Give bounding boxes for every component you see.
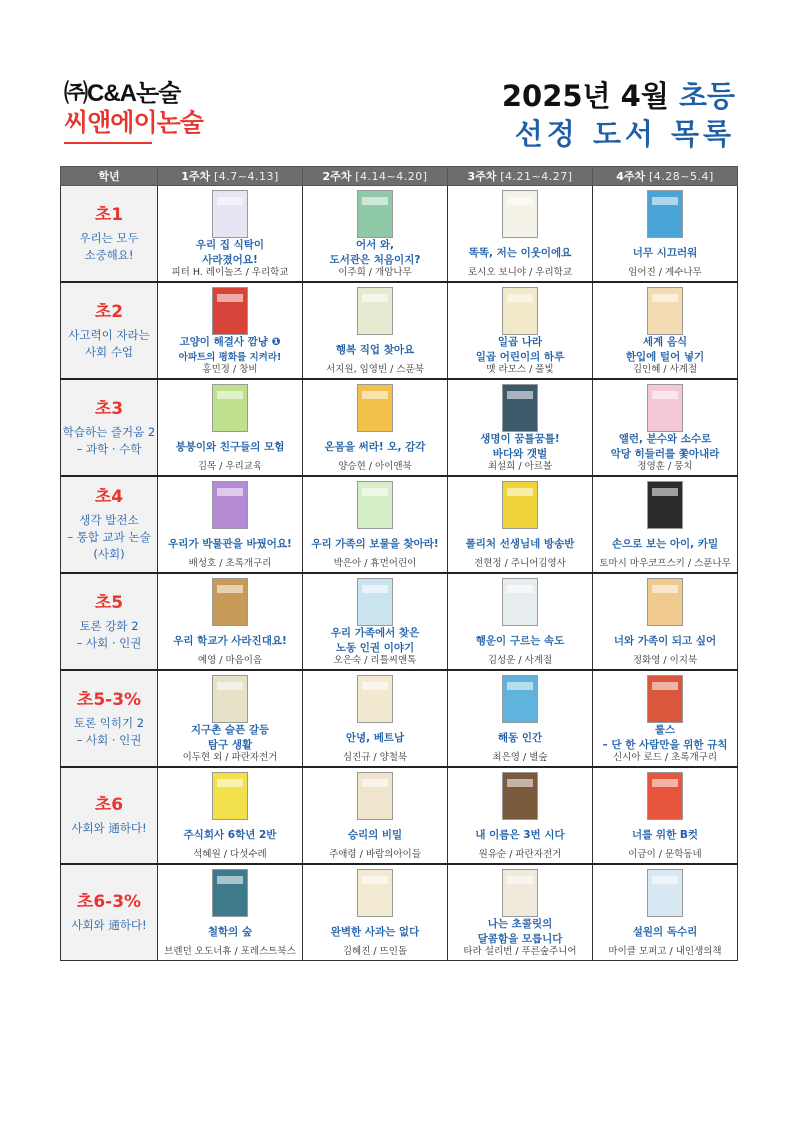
book-author-publisher: 신시아 로드 / 초록개구리	[612, 752, 718, 763]
book-title-line: 해동 인간	[497, 731, 543, 744]
book-cell	[158, 476, 303, 573]
book-author-publisher: 맷 라모스 / 풀빛	[486, 364, 554, 375]
book-title-line: 폴리처 선생님네 방송반	[465, 537, 575, 550]
grade-theme-line: 우리는 모두	[79, 230, 139, 245]
book-author-publisher: 주애령 / 바람의아이들	[329, 849, 421, 860]
grade-theme	[61, 618, 157, 652]
book-title-line: 지구촌 슬픈 갈등	[190, 724, 270, 736]
book-cover-image	[357, 481, 393, 529]
book-title-line: 세계 음식	[642, 336, 688, 348]
table-body	[61, 186, 738, 961]
book-cell	[593, 476, 738, 573]
book-cell	[593, 864, 738, 961]
header-week-3: 3주차 [4.21~4.27]	[448, 167, 593, 186]
book-author-publisher: 전현정 / 주니어김영사	[474, 558, 566, 569]
book-title-line: 붕붕이와 친구들의 모험	[175, 440, 285, 453]
grade-theme	[61, 230, 157, 264]
book-cover-image	[357, 869, 393, 917]
grade-cell	[61, 379, 158, 476]
book-cover-image	[502, 190, 538, 238]
book-title-line: 똑똑, 저는 이웃이에요	[468, 246, 572, 259]
book-cover-image	[502, 287, 538, 335]
book-cover-image	[502, 481, 538, 529]
grade-theme-line: – 과학 · 수학	[76, 441, 142, 456]
book-title-line: 아파트의 평화를 지켜라!	[178, 352, 282, 363]
book-title-line: 고양이 해결사 깜냥 ❶	[179, 336, 281, 348]
book-cover-image	[212, 578, 248, 626]
book-author-publisher: 토마시 마우코프스키 / 스푼나무	[599, 558, 731, 569]
grade-theme-line: 사회 수업	[84, 344, 134, 359]
book-cell	[593, 379, 738, 476]
grade-theme-line: 토론 강화 2	[79, 618, 139, 633]
grade-cell	[61, 573, 158, 670]
grade-name: 초1	[94, 204, 124, 225]
book-author-publisher: 심진규 / 양철북	[342, 752, 408, 763]
book-list-table	[60, 166, 738, 961]
book-title-line: 행복 직업 찾아요	[335, 343, 415, 356]
title-subtitle: 선정 도서 목록	[514, 117, 735, 151]
book-cover-image	[212, 481, 248, 529]
book-author-publisher: 박은아 / 휴먼어린이	[333, 558, 417, 569]
book-cell	[158, 282, 303, 379]
book-title-line: 우리 가족의 보물을 찾아라!	[311, 537, 439, 550]
book-cover-image	[212, 384, 248, 432]
book-cell	[593, 573, 738, 670]
book-author-publisher: 마이클 모퍼고 / 내인생의책	[608, 946, 722, 957]
grade-theme-line: – 사회 · 인권	[76, 635, 142, 650]
grade-name: 초2	[94, 301, 124, 322]
book-author-publisher: 이금이 / 문학동네	[628, 849, 702, 860]
book-author-publisher: 예영 / 마음이음	[197, 655, 263, 666]
book-cell	[448, 767, 593, 864]
grade-theme	[61, 424, 157, 458]
book-author-publisher: 김인혜 / 사계절	[632, 364, 698, 375]
grade-theme-line: 사회와 通하다!	[71, 918, 147, 932]
book-title-line: 승리의 비밀	[347, 828, 403, 841]
book-cell	[593, 282, 738, 379]
book-title-line: 사라졌어요!	[202, 254, 258, 266]
book-title-line: 노동 인권 이야기	[335, 642, 415, 654]
book-cell	[448, 282, 593, 379]
book-title-line: 안녕, 베트남	[345, 731, 405, 744]
book-title-line: 도서관은 처음이지?	[329, 254, 421, 266]
grade-theme-line: 토론 익히기 2	[73, 715, 145, 730]
book-cell	[158, 670, 303, 767]
book-cover-image	[647, 675, 683, 723]
book-author-publisher: 정화영 / 이지북	[632, 655, 698, 666]
book-cell	[448, 186, 593, 283]
book-title-line: 어서 와,	[355, 239, 395, 251]
table-row	[61, 282, 738, 379]
book-cover-image	[357, 190, 393, 238]
book-title-line: 우리 집 식탁이	[195, 239, 265, 251]
grade-cell	[61, 186, 158, 283]
book-title-line: 일곱 어린이의 하루	[475, 351, 565, 363]
book-cover-image	[357, 287, 393, 335]
book-cover-image	[647, 287, 683, 335]
book-title-line: 일곱 나라	[497, 336, 543, 348]
book-author-publisher: 오은숙 / 리틀씨앤톡	[333, 655, 417, 666]
grade-theme-line: 사회와 通하다!	[71, 821, 147, 835]
book-author-publisher: 양승현 / 아이앤북	[338, 461, 412, 472]
book-cover-image	[502, 384, 538, 432]
book-title-line: 온몸을 써라! 오, 감각	[324, 440, 426, 453]
book-cover-image	[502, 772, 538, 820]
book-title-line: 설원의 독수리	[632, 925, 698, 938]
book-title-line: 한입에 털어 넣기	[625, 351, 705, 363]
grade-name: 초5-3%	[76, 689, 142, 710]
book-title-line: 생명이 꿈틀꿈틀!	[480, 433, 560, 445]
grade-name: 초3	[94, 398, 124, 419]
book-cover-image	[212, 190, 248, 238]
logo-bottom-text: 씨앤에이논술	[64, 109, 203, 137]
grade-theme	[61, 715, 157, 749]
book-cover-image	[357, 384, 393, 432]
book-cover-image	[647, 190, 683, 238]
book-author-publisher: 브렌던 오도너휴 / 포레스트북스	[164, 946, 296, 957]
grade-theme-line: – 통합 교과 논술	[67, 530, 151, 544]
book-title-line: 우리 가족에서 찾은	[330, 627, 420, 639]
book-title-line: 달콤함을 모릅니다	[477, 933, 563, 945]
book-author-publisher: 배성호 / 초록개구리	[188, 558, 272, 569]
book-cell	[593, 670, 738, 767]
grade-cell	[61, 282, 158, 379]
book-cell	[303, 186, 448, 283]
book-author-publisher: 타라 설리번 / 푸른숲주니어	[463, 946, 577, 957]
book-cover-image	[212, 287, 248, 335]
grade-theme-line: 생각 발전소	[79, 513, 139, 527]
grade-theme-line: 사고력이 자라는	[68, 327, 150, 342]
book-title-line: 바다와 갯벌	[492, 448, 548, 460]
header-week-4: 4주차 [4.28~5.4]	[593, 167, 738, 186]
book-author-publisher: 원유순 / 파란자전거	[478, 849, 562, 860]
book-cover-image	[647, 578, 683, 626]
book-cell	[593, 186, 738, 283]
book-author-publisher: 최은영 / 별숲	[492, 752, 548, 763]
book-cover-image	[502, 675, 538, 723]
book-cell	[158, 864, 303, 961]
book-title-line: 탐구 생활	[207, 739, 253, 751]
book-title-line: 앨런, 분수와 소수로	[618, 433, 712, 445]
book-cell	[448, 379, 593, 476]
book-title-line: 행운이 구르는 속도	[475, 634, 565, 647]
book-cell	[158, 186, 303, 283]
logo-top-text: ㈜C&A논술	[64, 80, 181, 107]
header-week-2: 2주차 [4.14~4.20]	[303, 167, 448, 186]
grade-name: 초6	[94, 795, 124, 815]
grade-name: 초5	[94, 592, 124, 613]
grade-cell	[61, 767, 158, 864]
book-cover-image	[502, 578, 538, 626]
logo-underline	[64, 142, 152, 144]
grade-theme-line: 학습하는 즐거움 2	[62, 424, 156, 439]
book-cover-image	[212, 869, 248, 917]
book-author-publisher: 석혜원 / 다섯수레	[193, 849, 267, 860]
book-cell	[303, 379, 448, 476]
book-cover-image	[212, 772, 248, 820]
book-title-line: 내 이름은 3번 시다	[475, 828, 565, 841]
grade-cell	[61, 670, 158, 767]
book-author-publisher: 이주희 / 개암나무	[338, 267, 412, 278]
book-cell	[303, 282, 448, 379]
book-title-line: 너무 시끄러워	[632, 246, 698, 259]
logo	[64, 80, 203, 144]
book-cell	[593, 767, 738, 864]
table-row	[61, 476, 738, 573]
book-title-line: 우리가 박물관을 바꿨어요!	[168, 537, 292, 550]
book-title-line: 너를 위한 B컷	[631, 828, 699, 841]
book-cell	[448, 670, 593, 767]
table-row	[61, 186, 738, 283]
book-author-publisher: 서지원, 임영빈 / 스푼북	[326, 364, 424, 375]
book-author-publisher: 이두현 외 / 파란자전거	[182, 752, 278, 763]
book-cell	[303, 864, 448, 961]
book-cell	[158, 379, 303, 476]
book-title-line: 나는 초콜릿의	[487, 918, 553, 930]
table-header-row	[61, 167, 738, 186]
book-author-publisher: 김성운 / 사계절	[487, 655, 553, 666]
book-title-line: 철학의 숲	[207, 925, 253, 938]
grade-cell	[61, 476, 158, 573]
grade-theme	[61, 917, 157, 934]
book-cover-image	[212, 675, 248, 723]
book-cell	[448, 573, 593, 670]
header-grade: 학년	[61, 167, 158, 186]
header-week-1: 1주차 [4.7~4.13]	[158, 167, 303, 186]
book-title-line: 주식회사 6학년 2반	[183, 828, 277, 841]
book-cell	[303, 670, 448, 767]
book-cover-image	[647, 384, 683, 432]
title-level: 초등	[678, 79, 735, 113]
grade-theme-line: (사회)	[93, 547, 125, 561]
book-cell	[448, 864, 593, 961]
book-title-line: – 단 한 사람만을 위한 규칙	[602, 739, 728, 751]
book-cover-image	[502, 869, 538, 917]
grade-theme	[61, 327, 157, 361]
table-row	[61, 864, 738, 961]
book-cover-image	[647, 481, 683, 529]
book-cell	[158, 573, 303, 670]
grade-theme	[61, 512, 157, 563]
book-author-publisher: 홍민정 / 창비	[202, 364, 258, 375]
grade-name: 초6-3%	[76, 892, 142, 912]
book-cell	[303, 767, 448, 864]
grade-name: 초4	[94, 487, 124, 507]
book-cover-image	[357, 675, 393, 723]
book-cover-image	[647, 772, 683, 820]
book-cell	[448, 476, 593, 573]
book-author-publisher: 임어진 / 계수나무	[628, 267, 702, 278]
book-author-publisher: 최설희 / 아르볼	[487, 461, 553, 472]
book-author-publisher: 로시오 보니야 / 우리학교	[467, 267, 573, 278]
book-author-publisher: 김혜진 / 뜨인돌	[342, 946, 408, 957]
book-title-line: 룰스	[654, 724, 676, 736]
title-year-month: 2025년 4월	[501, 79, 669, 113]
book-cover-image	[357, 772, 393, 820]
grade-cell	[61, 864, 158, 961]
grade-theme	[61, 820, 157, 837]
table-row	[61, 379, 738, 476]
book-title-line: 손으로 보는 아이, 카밀	[611, 537, 719, 550]
book-cell	[303, 476, 448, 573]
table-row	[61, 670, 738, 767]
book-title-line: 너와 가족이 되고 싶어	[613, 634, 717, 647]
book-title-line: 악당 히들러를 쫓아내라	[610, 448, 720, 460]
table-row	[61, 767, 738, 864]
book-cell	[303, 573, 448, 670]
grade-theme-line: – 사회 · 인권	[76, 732, 142, 747]
book-title-line: 우리 학교가 사라진대요!	[173, 634, 287, 647]
book-title-line: 완벽한 사과는 없다	[330, 925, 420, 938]
book-cover-image	[647, 869, 683, 917]
book-author-publisher: 정영훈 / 뭉치	[637, 461, 693, 472]
page-title	[502, 78, 735, 154]
table-row	[61, 573, 738, 670]
book-author-publisher: 피터 H. 레이놀즈 / 우리학교	[171, 267, 289, 278]
book-cover-image	[357, 578, 393, 626]
book-cell	[158, 767, 303, 864]
book-author-publisher: 김목 / 우리교육	[197, 461, 263, 472]
grade-theme-line: 소중해요!	[84, 247, 134, 262]
